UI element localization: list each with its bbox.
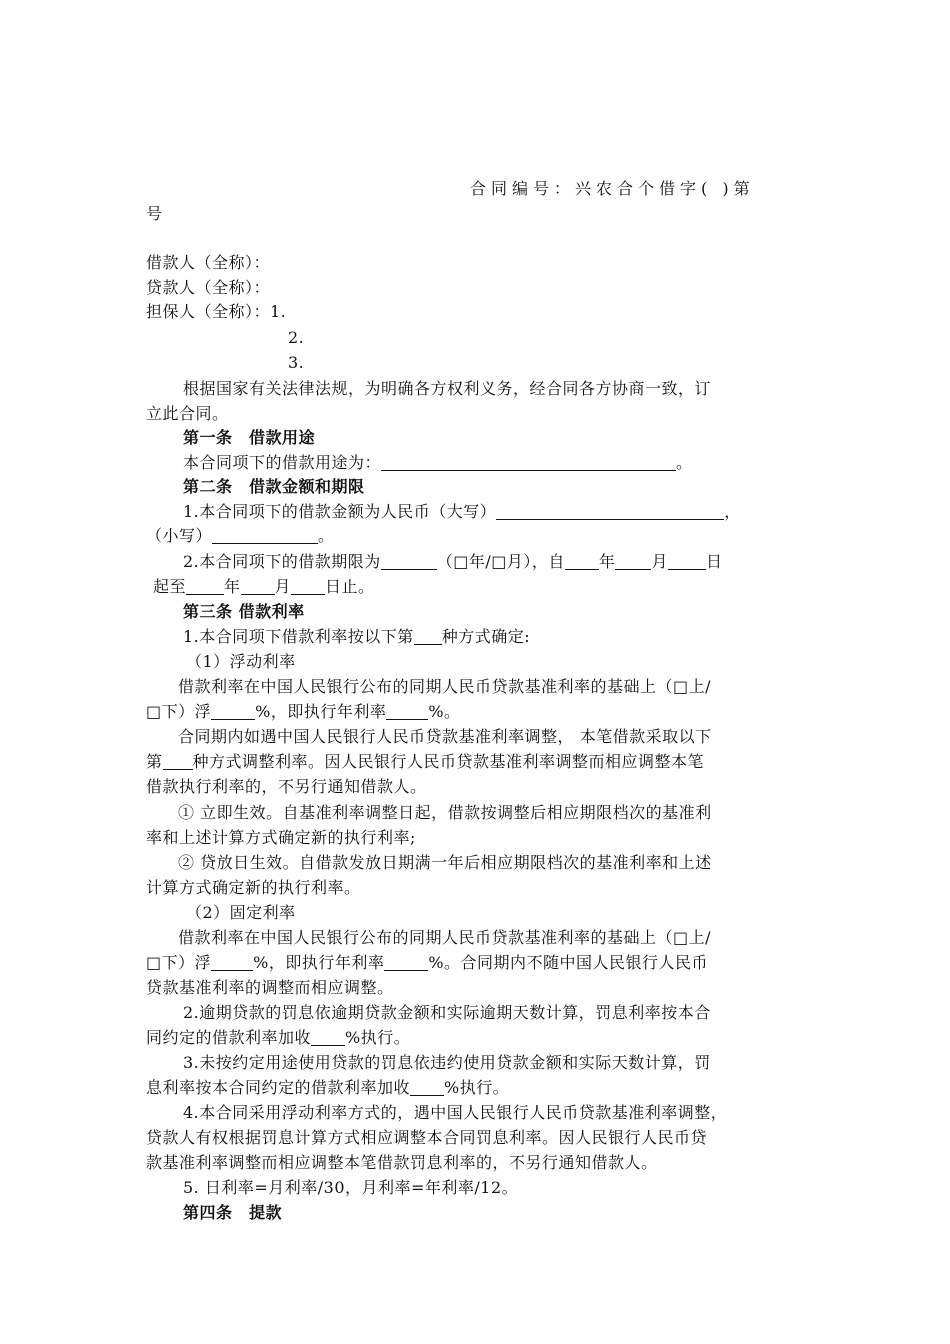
start-year-blank [565, 553, 599, 570]
guarantor-3: 3. [288, 353, 305, 372]
small-amount-label: （小写） [146, 526, 213, 545]
loan-term-end-line [153, 575, 375, 599]
penalty-adjust-line-1: 4.本合同采用浮动利率方式的，遇中国人民银行人民币贷款基准利率调整， [183, 1103, 728, 1122]
article-1-title: 第一条 借款用途 [183, 428, 316, 447]
amount-uppercase-blank [496, 503, 724, 520]
float-annual-end: %。 [428, 702, 461, 721]
term-label: 2.本合同项下的借款期限为 [183, 552, 381, 571]
rate-method-blank [414, 628, 442, 645]
overdue-surcharge-blank [311, 1029, 345, 1046]
article-2-title: 第二条 借款金额和期限 [183, 477, 365, 496]
purpose-blank [381, 454, 676, 471]
misuse-penalty-line-1: 3.未按约定用途使用贷款的罚息依违约使用贷款金额和实际天数计算，罚 [183, 1053, 711, 1072]
fixed-pct-label: □下）浮 [146, 953, 212, 972]
option-1-line-1: ① 立即生效。自基准利率调整日起，借款按调整后相应期限档次的基准利 [178, 803, 712, 822]
end-month-label: 月 [274, 577, 292, 596]
amount-label: 1.本合同项下的借款金额为人民币（大写） [183, 502, 497, 521]
end-day-blank [291, 578, 325, 595]
purpose-label: 本合同项下的借款用途为： [183, 453, 382, 472]
penalty-adjust-line-3: 款基准利率调整而相应调整本笔借款罚息利率的，不另行通知借款人。 [146, 1153, 658, 1172]
end-day-label: 日止。 [325, 577, 375, 596]
start-day-label: 日 [705, 552, 723, 571]
float-pct-label: □下）浮 [146, 702, 212, 721]
floating-rate-line-2 [146, 700, 461, 724]
misuse-surcharge-blank [410, 1079, 444, 1096]
rate-method-label: 1.本合同项下借款利率按以下第 [183, 627, 414, 646]
small-amount-end: 。 [318, 526, 335, 545]
amount-number-blank [212, 527, 318, 544]
end-month-blank [241, 578, 275, 595]
article-3-title: 第三条 借款利率 [183, 602, 305, 621]
term-blank [381, 553, 437, 570]
guarantor-label: 担保人（全称）：1. [146, 302, 287, 321]
option-1-line-2: 率和上述计算方式确定新的执行利率; [146, 828, 416, 847]
float-annual-blank [386, 703, 428, 720]
term-unit: （□年/□月），自 [436, 552, 565, 571]
floating-rate-line-3: 合同期内如遇中国人民银行人民币贷款基准利率调整， 本笔借款采取以下 [178, 727, 712, 746]
misuse-surcharge-label: 息利率按本合同约定的借款利率加收 [146, 1078, 411, 1097]
fixed-pct-blank [211, 954, 253, 971]
rate-method-line [183, 625, 530, 649]
float-annual-label: %，即执行年利率 [255, 702, 387, 721]
borrower-label: 借款人（全称）： [146, 253, 271, 272]
floating-rate-line-5: 借款执行利率的，不另行通知借款人。 [146, 777, 427, 796]
floating-rate-title: （1）浮动利率 [186, 652, 296, 671]
guarantor-2: 2. [288, 328, 305, 347]
end-year-blank [186, 578, 224, 595]
fixed-rate-line-3: 贷款基准利率的调整而相应调整。 [146, 978, 394, 997]
option-2-line-1: ② 贷放日生效。自借款发放日期满一年后相应期限档次的基准利率和上述 [178, 853, 712, 872]
end-year-label: 年 [224, 577, 241, 596]
floating-rate-line-4 [146, 750, 704, 774]
fixed-annual-blank [384, 954, 428, 971]
misuse-surcharge-end: %执行。 [444, 1078, 510, 1097]
fixed-annual-label: %，即执行年利率 [253, 953, 385, 972]
end-label: 起至 [153, 577, 187, 596]
float-pct-blank [211, 703, 255, 720]
contract-number: 合同编号：兴农合个借字( )第 [470, 179, 755, 198]
overdue-penalty-line-2 [146, 1026, 410, 1050]
purpose-end: 。 [676, 453, 693, 472]
rate-method-end: 种方式确定: [441, 627, 531, 646]
amount-sep: ， [724, 502, 741, 521]
fixed-rate-line-1: 借款利率在中国人民银行公布的同期人民币贷款基准利率的基础上（□上/ [178, 928, 712, 947]
overdue-surcharge-label: 同约定的借款利率加收 [146, 1028, 312, 1047]
start-month-label: 月 [651, 552, 668, 571]
adjust-method-blank [163, 753, 193, 770]
fixed-rate-line-2 [146, 951, 708, 975]
floating-rate-line-1: 借款利率在中国人民银行公布的同期人民币贷款基准利率的基础上（□上/ [178, 677, 712, 696]
adjust-method-label: 第 [146, 752, 163, 771]
contract-number-tail: 号 [146, 204, 163, 223]
option-2-line-2: 计算方式确定新的执行利率。 [146, 878, 361, 897]
article-1-purpose [183, 451, 693, 475]
overdue-penalty-line-1: 2.逾期贷款的罚息依逾期贷款金额和实际逾期天数计算，罚息利率按本合 [183, 1003, 711, 1022]
fixed-annual-text: %。合同期内不随中国人民银行人民币 [428, 953, 709, 972]
rate-conversion-line: 5. 日利率=月利率/30，月利率=年利率/12。 [183, 1178, 519, 1197]
preamble-line-2: 立此合同。 [146, 404, 229, 423]
loan-amount-small-line [146, 524, 335, 548]
article-4-title: 第四条 提款 [183, 1203, 283, 1222]
penalty-adjust-line-2: 贷款人有权根据罚息计算方式相应调整本合同罚息利率。因人民银行人民币贷 [146, 1128, 708, 1147]
adjust-method-text: 种方式调整利率。因人民银行人民币贷款基准利率调整而相应调整本笔 [192, 752, 705, 771]
overdue-surcharge-end: %执行。 [345, 1028, 411, 1047]
fixed-rate-title: （2）固定利率 [186, 903, 296, 922]
loan-term-line [183, 550, 722, 574]
start-year-label: 年 [598, 552, 616, 571]
start-month-blank [615, 553, 651, 570]
preamble-line-1: 根据国家有关法律法规，为明确各方权利义务，经合同各方协商一致，订 [183, 379, 712, 398]
misuse-penalty-line-2 [146, 1076, 509, 1100]
loan-amount-line [183, 500, 741, 524]
lender-label: 贷款人（全称）： [146, 278, 271, 297]
start-day-blank [668, 553, 706, 570]
